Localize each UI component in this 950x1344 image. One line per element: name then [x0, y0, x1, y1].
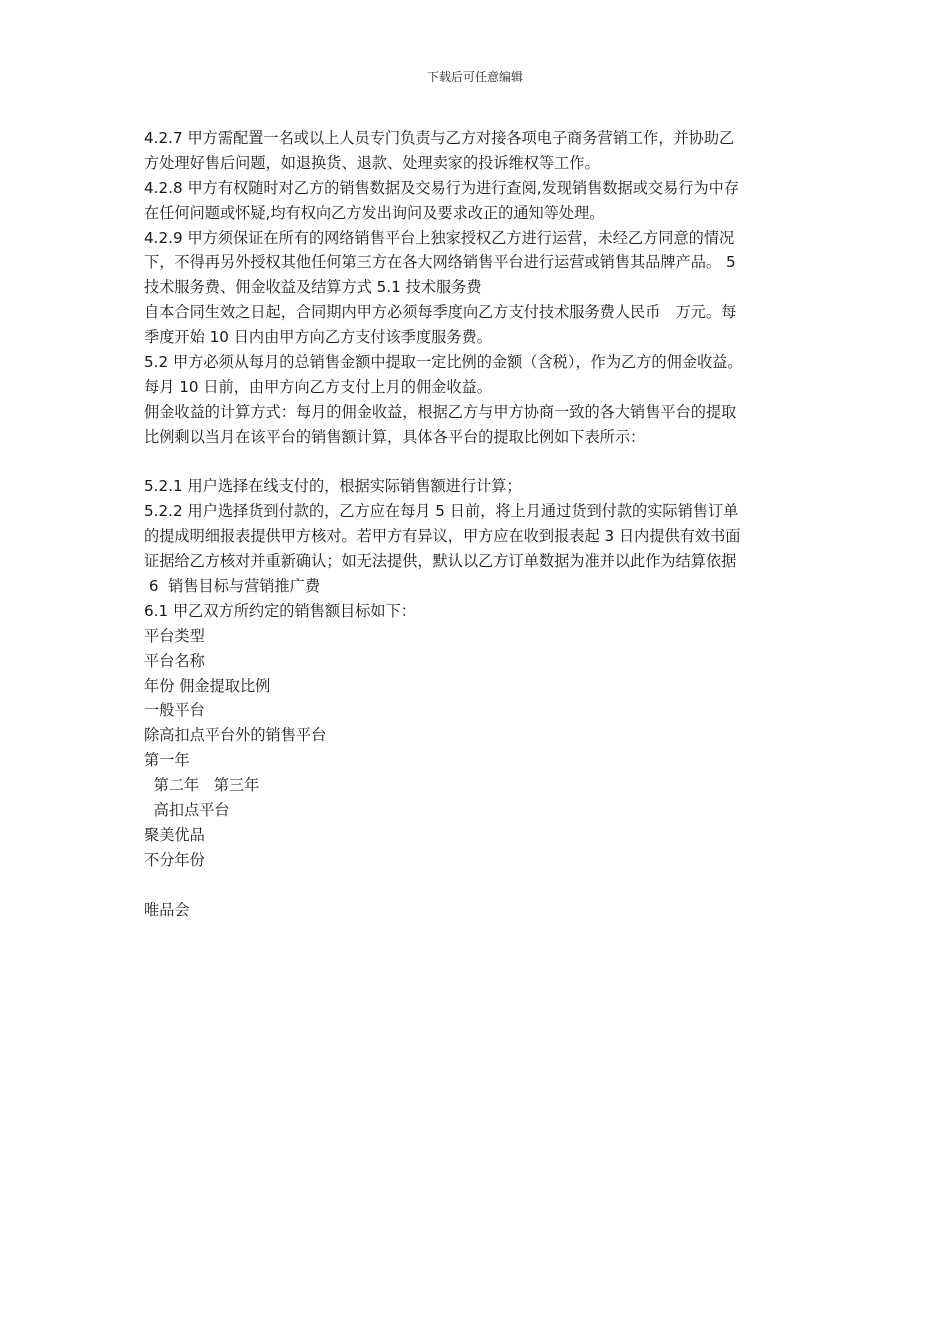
section-heading: 6 销售目标与营销推广费	[144, 577, 321, 596]
page-header: 下载后可任意编辑	[426, 70, 523, 84]
table-cell-text: 第二年 第三年	[144, 776, 260, 795]
table-cell-text: 平台类型	[144, 626, 205, 645]
blank-line	[144, 873, 824, 898]
table-cell-text: 除高扣点平台外的销售平台	[144, 726, 327, 745]
paragraph-line: 佣金收益的计算方式：每月的佣金收益，根据乙方与甲方协商一致的各大销售平台的提取	[144, 402, 737, 421]
document-body	[144, 126, 824, 923]
table-cell-text: 唯品会	[144, 900, 190, 919]
paragraph-line: 季度开始 10 日内由甲方向乙方支付该季度服务费。	[144, 328, 492, 347]
paragraph-line: 下，不得再另外授权其他任何第三方在各大网络销售平台进行运营或销售其品牌产品。 5	[144, 253, 736, 272]
table-cell-text: 平台名称	[144, 651, 205, 670]
table-cell-text: 高扣点平台	[144, 801, 230, 820]
paragraph-line: 5.2.2 用户选择货到付款的，乙方应在每月 5 日前，将上月通过货到付款的实际销售订单	[144, 502, 739, 521]
table-cell-text: 年份 佣金提取比例	[144, 676, 271, 695]
paragraph-line: 证据给乙方核对并重新确认；如无法提供，默认以乙方订单数据为准并以此作为结算依据	[144, 552, 737, 571]
table-cell-text: 不分年份	[144, 850, 205, 869]
table-cell-text: 一般平台	[144, 701, 205, 720]
paragraph-line: 的提成明细报表提供甲方核对。若甲方有异议，甲方应在收到报表起 3 日内提供有效书面	[144, 527, 741, 546]
paragraph-line: 自本合同生效之日起，合同期内甲方必须每季度向乙方支付技术服务费人民币 万元。每	[144, 303, 737, 322]
paragraph-line: 6.1 甲乙双方所约定的销售额目标如下：	[144, 601, 416, 620]
paragraph-line: 每月 10 日前，由甲方向乙方支付上月的佣金收益。	[144, 377, 492, 396]
table-cell-text: 第一年	[144, 751, 190, 770]
paragraph-line: 5.2 甲方必须从每月的总销售金额中提取一定比例的金额（含税），作为乙方的佣金收益。	[144, 353, 743, 372]
table-cell-text: 聚美优品	[144, 825, 205, 844]
paragraph-line: 4.2.7 甲方需配置一名或以上人员专门负责与乙方对接各项电子商务营销工作，并协助乙	[144, 129, 735, 147]
paragraph-line: 4.2.8 甲方有权随时对乙方的销售数据及交易行为进行查阅,发现销售数据或交易行为中存	[144, 178, 740, 197]
paragraph-line: 比例剩以当月在该平台的销售额计算，具体各平台的提取比例如下表所示：	[144, 427, 646, 446]
paragraph-line: 5.2.1 用户选择在线支付的，根据实际销售额进行计算；	[144, 477, 522, 496]
blank-line	[144, 450, 824, 475]
paragraph-line: 在任何问题或怀疑,均有权向乙方发出询问及要求改正的通知等处理。	[144, 203, 605, 222]
section-heading: 技术服务费、佣金收益及结算方式 5.1 技术服务费	[144, 278, 482, 297]
paragraph-line: 方处理好售后问题，如退换货、退款、处理卖家的投诉维权等工作。	[144, 153, 600, 172]
paragraph-line: 4.2.9 甲方须保证在所有的网络销售平台上独家授权乙方进行运营，未经乙方同意的情况	[144, 228, 735, 247]
